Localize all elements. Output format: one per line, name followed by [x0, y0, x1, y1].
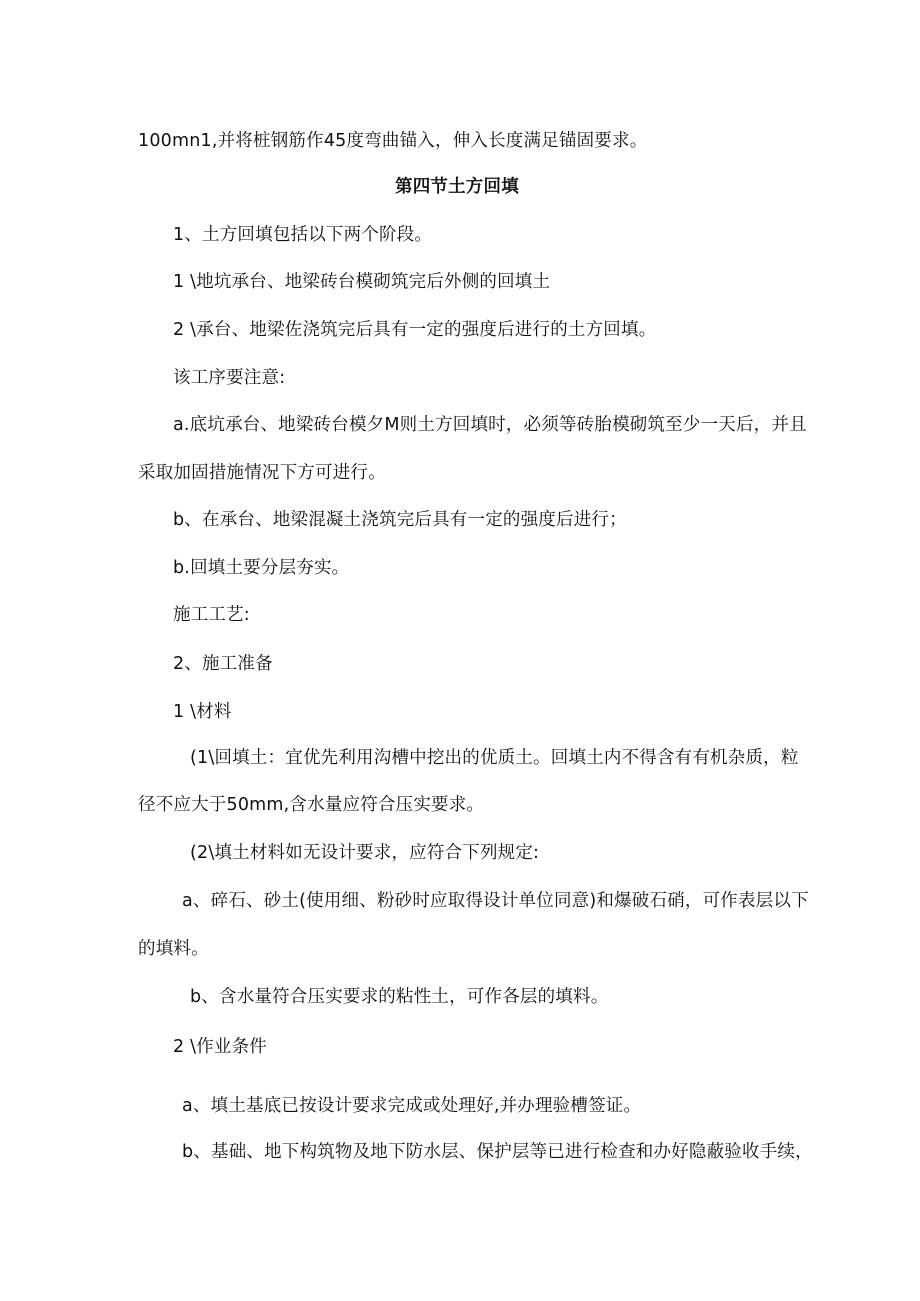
text-line: b、在承台、地梁混凝土浇筑完后具有一定的强度后进行；: [173, 510, 627, 530]
text-line: a、填土基底已按设计要求完成或处理好,并办理验槽签证。: [182, 1096, 642, 1116]
text-line: (2\填土材料如无设计要求，应符合下列规定:: [190, 843, 540, 863]
text-line: 2 \承台、地梁佐浇筑完后具有一定的强度后进行的土方回填。: [173, 320, 657, 340]
text-line: b、基础、地下构筑物及地下防水层、保护层等已进行检查和办好隐蔽验收手续，: [182, 1142, 813, 1162]
text-line: 的填料。: [138, 939, 209, 959]
text-line: a、碎石、砂土(使用细、粉砂时应取得设计单位同意)和爆破石硝，可作表层以下: [182, 891, 809, 911]
text-line: 1 \地坑承台、地梁砖台模砌筑完后外侧的回填土: [173, 272, 551, 292]
text-line: b.回填土要分层夯实。: [173, 558, 350, 578]
text-line: b、含水量符合压实要求的粘性土，可作各层的填料。: [190, 987, 609, 1007]
section-title: 第四节土方回填: [395, 177, 519, 197]
text-line: (1\回填土：宜优先利用沟槽中挖出的优质土。回填土内不得含有有机杂质，粒: [190, 748, 799, 768]
text-line: 2 \作业条件: [173, 1037, 267, 1057]
text-line: 径不应大于50mm,含水量应符合压实要求。: [138, 795, 485, 815]
text-line: 100mn1,并将桩钢筋作45度弯曲锚入，伸入长度满足锚固要求。: [138, 131, 648, 151]
text-line: 采取加固措施情况下方可进行。: [138, 463, 386, 483]
text-line: 1 \材料: [173, 702, 232, 722]
text-line: 1、土方回填包括以下两个阶段。: [173, 225, 433, 245]
text-line: 该工序要注意:: [173, 368, 286, 388]
text-line: a.底坑承台、地梁砖台模夕M则土方回填时，必须等砖胎模砌筑至少一天后，并且: [173, 415, 807, 435]
text-line: 2、施工准备: [173, 654, 273, 674]
text-line: 施工工艺:: [173, 605, 250, 625]
